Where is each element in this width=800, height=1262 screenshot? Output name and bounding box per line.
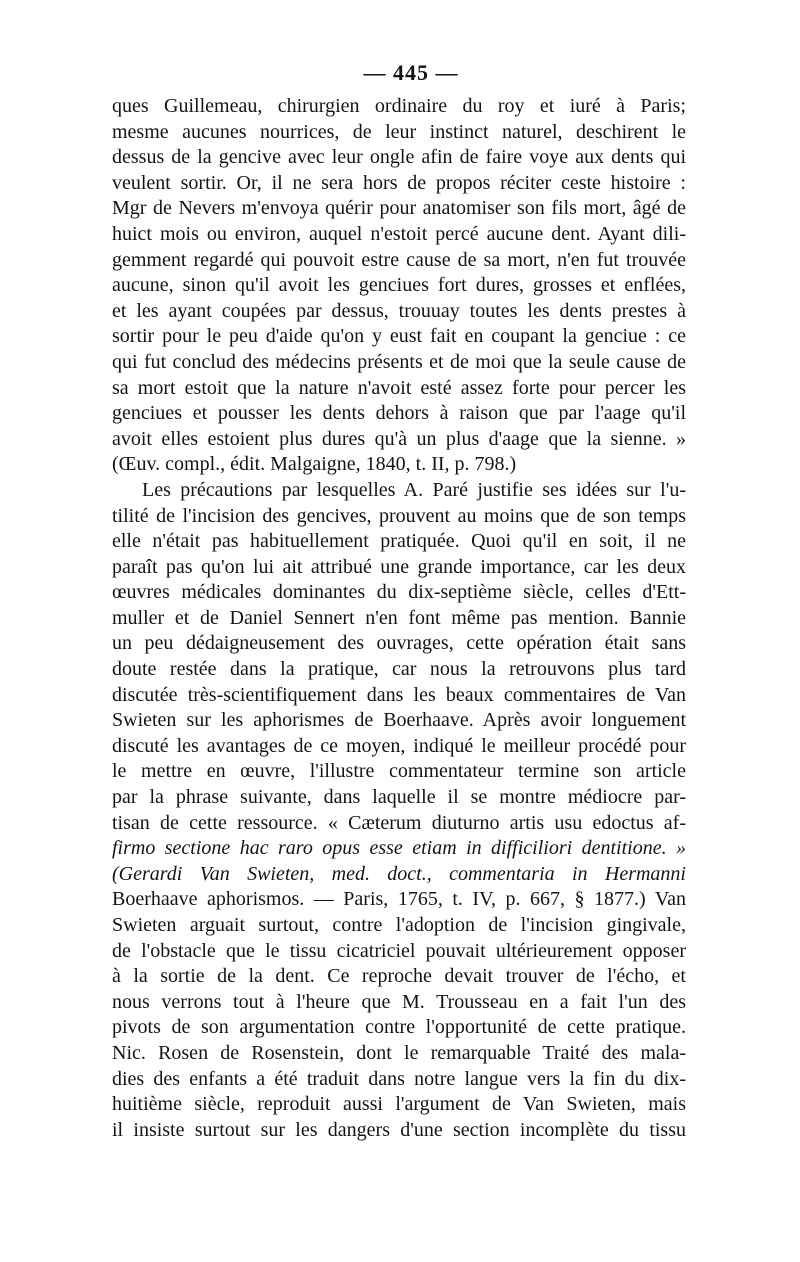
text-line: de l'obstacle que le tissu cicatriciel pouvait ultérieurement opposer: [112, 939, 686, 962]
text-line: discutée très-scientifiquement dans les beaux commentaires de Van: [112, 683, 686, 706]
text-line: doute restée dans la pratique, car nous la retrouvons plus tard: [112, 658, 686, 681]
text-line: huict mois ou environ, auquel n'estoit percé aucune dent. Ayant dili-: [112, 222, 686, 245]
text-line: Boerhaave aphorismos. — Paris, 1765, t. IV, p. 667, § 1877.) Van: [112, 888, 686, 911]
text-line: à la sortie de la dent. Ce reproche devait trouver de l'écho, et: [112, 965, 686, 988]
text-line: le mettre en œuvre, l'illustre commentateur termine son article: [112, 760, 686, 783]
text-line: paraît pas qu'on lui ait attribué une grande importance, car les deux: [112, 555, 686, 578]
text-line: (Gerardi Van Swieten, med. doct., commentaria in Hermanni: [112, 862, 686, 885]
text-line: Swieten sur les aphorismes de Boerhaave. Après avoir longuement: [112, 709, 686, 732]
text-line: pivots de son argumentation contre l'opportunité de cette pratique.: [112, 1016, 686, 1039]
body-text: [112, 94, 686, 1143]
text-line: œuvres médicales dominantes du dix-septième siècle, celles d'Ett-: [112, 581, 686, 604]
text-line: discuté les avantages de ce moyen, indiqué le meilleur procédé pour: [112, 734, 686, 757]
text-line: Swieten arguait surtout, contre l'adoption de l'incision gingivale,: [112, 914, 686, 936]
text-line: dies des enfants a été traduit dans notre langue vers la fin du dix-: [112, 1067, 686, 1090]
text-line: aucune, sinon qu'il avoit les genciues fort dures, grosses et enflées,: [112, 274, 686, 297]
text-line: il insiste surtout sur les dangers d'une section incomplète du tissu: [112, 1118, 686, 1141]
text-line: sa mort estoit que la nature n'avoit esté assez forte pour percer les: [112, 376, 686, 399]
text-line: (Œuv. compl., édit. Malgaigne, 1840, t. II, p. 798.): [112, 453, 517, 476]
text-line: veulent sortir. Or, il ne sera hors de propos réciter ceste histoire :: [112, 171, 686, 194]
text-line: nous verrons tout à l'heure que M. Trousseau en a fait l'un des: [112, 990, 686, 1013]
text-line: elle n'était pas habituellement pratiquée. Quoi qu'il en soit, il ne: [112, 530, 686, 553]
text-line: Mgr de Nevers m'envoya quérir pour anatomiser son fils mort, âgé de: [112, 197, 686, 220]
text-line: ques Guillemeau, chirurgien ordinaire du roy et iuré à Paris;: [112, 95, 686, 117]
book-page: [112, 58, 686, 1143]
text-line: tilité de l'incision des gencives, prouvent au moins que de son temps: [112, 504, 686, 527]
text-line: et les ayant coupées par dessus, trouuay toutes les dents prestes à: [112, 299, 686, 322]
text-line: muller et de Daniel Sennert n'en font même pas mention. Bannie: [112, 606, 686, 629]
text-line: dessus de la gencive avec leur ongle afin de faire voye aux dents qui: [112, 146, 686, 169]
text-line: huitième siècle, reproduit aussi l'argument de Van Swieten, mais: [112, 1093, 686, 1116]
text-line: tisan de cette ressource. « Cæterum diuturno artis usu edoctus af-: [112, 811, 686, 834]
page-number: — 445 —: [363, 60, 459, 85]
text-line: qui fut conclud des médecins présents et de moi que la seule cause de: [112, 350, 686, 373]
text-line: par la phrase suivante, dans laquelle il se montre médiocre par-: [112, 786, 686, 809]
text-line: genciues et pousser les dents dehors à raison que par l'aage qu'il: [112, 402, 686, 425]
text-line: Les précautions par lesquelles A. Paré justifie ses idées sur l'u-: [142, 478, 686, 501]
text-line: Nic. Rosen de Rosenstein, dont le remarquable Traité des mala-: [112, 1041, 686, 1064]
text-line: firmo sectione hac raro opus esse etiam in difficiliori dentitione. »: [112, 837, 686, 860]
text-line: avoit elles estoient plus dures qu'à un plus d'aage que la sienne. »: [112, 427, 686, 450]
text-line: mesme aucunes nourrices, de leur instinct naturel, deschirent le: [112, 120, 686, 143]
text-line: gemment regardé qui pouvoit estre cause de sa mort, n'en fut trouvée: [112, 248, 686, 271]
text-line: un peu dédaigneusement des ouvrages, cette opération était sans: [112, 632, 686, 655]
text-line: sortir pour le peu d'aide qu'on y eust fait en coupant la genciue : ce: [112, 325, 686, 348]
